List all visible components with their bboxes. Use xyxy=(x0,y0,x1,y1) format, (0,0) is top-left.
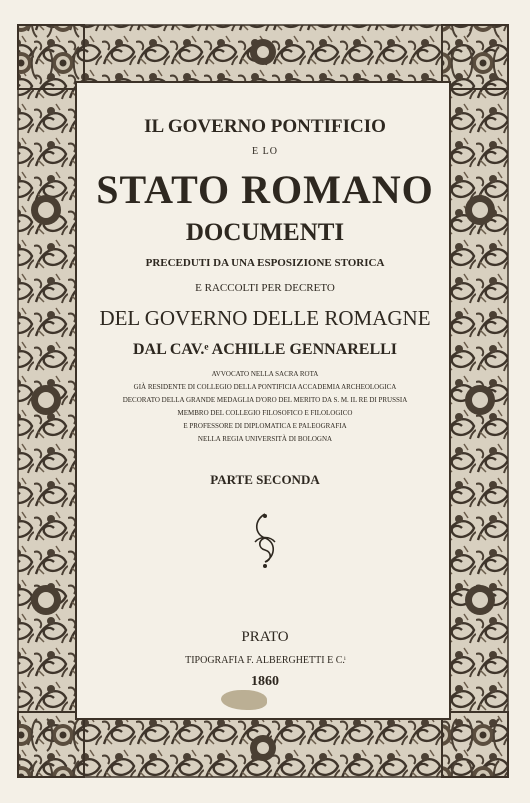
subtitle-governo: DEL GOVERNO DELLE ROMAGNE xyxy=(99,306,431,330)
title-line-1: IL GOVERNO PONTIFICIO xyxy=(144,116,386,137)
main-title: STATO ROMANO xyxy=(96,167,434,212)
credential-line: E PROFESSORE DI DIPLOMATICA E PALEOGRAFIA xyxy=(183,422,347,430)
title-line-2: E LO xyxy=(252,146,278,157)
subtitle-preceduti: PRECEDUTI DA UNA ESPOSIZIONE STORICA xyxy=(145,257,385,269)
place: PRATO xyxy=(241,629,289,645)
fleuron-ornament-icon xyxy=(250,512,280,570)
credential-line: AVVOCATO NELLA SACRA ROTA xyxy=(211,370,319,378)
subtitle-documenti: DOCUMENTI xyxy=(185,219,345,246)
credential-line: DECORATO DELLA GRANDE MEDAGLIA D'ORO DEL MERITO DA S. M. IL RE DI PRUSSIA xyxy=(122,396,408,404)
credential-line: GIÀ RESIDENTE DI COLLEGIO DELLA PONTIFICIA ACCADEMIA ARCHEOLOGICA xyxy=(133,383,397,391)
printer: TIPOGRAFIA F. ALBERGHETTI E C.ͥ xyxy=(185,655,345,666)
credential-line: NELLA REGIA UNIVERSITÀ DI BOLOGNA xyxy=(197,435,333,443)
author-line: DAL CAV.ͤ ACHILLE GENNARELLI xyxy=(132,341,398,358)
year: 1860 xyxy=(251,674,279,689)
credential-line: MEMBRO DEL COLLEGIO FILOSOFICO E FILOLOGICO xyxy=(177,409,353,417)
subtitle-raccolti: E RACCOLTI PER DECRETO xyxy=(195,282,335,294)
part-label: PARTE SECONDA xyxy=(210,472,320,487)
